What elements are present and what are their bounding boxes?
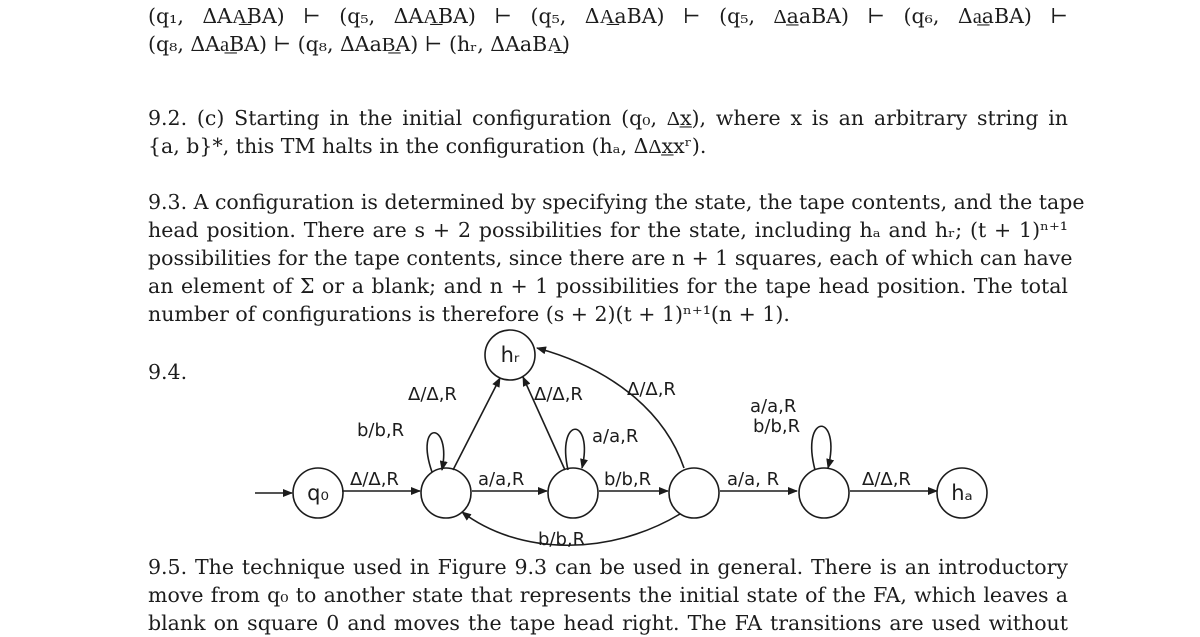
edge-label-s4-loop-a: a/a,R [750, 396, 797, 417]
edge-label-s3-s4: a/a, R [727, 469, 780, 490]
label-hr: hᵣ [500, 343, 520, 367]
loop-s2 [566, 429, 585, 470]
answer-9-3-line-2: head position. There are s + 2 possibilities for the state, including hₐ and hᵣ; (t + 1)ⁿ⁺¹ [148, 218, 1068, 242]
edge-label-s2-loop: a/a,R [592, 426, 639, 447]
edge-label-s3-hr: Δ/Δ,R [627, 379, 676, 400]
answer-9-5-line-3: blank on square 0 and moves the tape head right. The FA transitions are used without [148, 611, 1068, 635]
answer-9-5-line-1: 9.5. The technique used in Figure 9.3 can be used in general. There is an introductory [148, 555, 1068, 579]
loop-s1 [427, 433, 444, 472]
figure-number: 9.4. [148, 360, 188, 384]
state-4 [799, 468, 849, 518]
derivation-line-1: (q₁, ΔAA͟BA) ⊢ (q₅, ΔAA͟BA) ⊢ (q₅, ΔA͟aBA) ⊢ (q₅, Δ͟aaBA) ⊢ (q₆, Δa͟aBA) ⊢ [148, 4, 1068, 28]
edge-label-q0-s1: Δ/Δ,R [350, 469, 399, 490]
label-ha: hₐ [951, 481, 973, 505]
edge-label-s1-s2: a/a,R [478, 469, 525, 490]
edge-label-s2-s3: b/b,R [604, 469, 652, 490]
answer-9-3-line-1: 9.3. A configuration is determined by specifying the state, the tape contents, and the tape [148, 190, 1085, 214]
state-2 [548, 468, 598, 518]
state-3 [669, 468, 719, 518]
derivation-line-2: (q₈, ΔAa͟BA) ⊢ (q₈, ΔAaB͟A) ⊢ (hᵣ, ΔAaBA͟) [148, 32, 570, 56]
edge-label-s1-loop: b/b,R [357, 420, 405, 441]
state-1 [421, 468, 471, 518]
answer-9-2-line-1: 9.2. (c) Starting in the initial configuration (q₀, Δ͟x), where x is an arbitrary string in [148, 106, 1068, 130]
edge-label-s2-hr: Δ/Δ,R [534, 384, 583, 405]
answer-9-5-line-2: move from q₀ to another state that represents the initial state of the FA, which leaves a [148, 583, 1068, 607]
edge-label-s1-hr: Δ/Δ,R [408, 384, 457, 405]
edge-s1-hr [453, 378, 500, 470]
answer-9-3-line-3: possibilities for the tape contents, since there are n + 1 squares, each of which can have [148, 246, 1073, 270]
answer-9-3-line-5: number of configurations is therefore (s + 2)(t + 1)ⁿ⁺¹(n + 1). [148, 302, 790, 326]
loop-s4 [812, 426, 831, 470]
edge-label-s4-ha: Δ/Δ,R [862, 469, 911, 490]
edge-label-s4-loop-b: b/b,R [753, 416, 801, 437]
label-q0: q₀ [307, 481, 329, 505]
edge-s3-hr [537, 348, 684, 468]
answer-9-3-line-4: an element of Σ or a blank; and n + 1 possibilities for the tape head position. The total [148, 274, 1068, 298]
edge-label-s3-s1: b/b,R [538, 529, 586, 550]
answer-9-2-line-2: {a, b}*, this TM halts in the configuration (hₐ, ΔΔ͟xxʳ). [148, 134, 707, 158]
